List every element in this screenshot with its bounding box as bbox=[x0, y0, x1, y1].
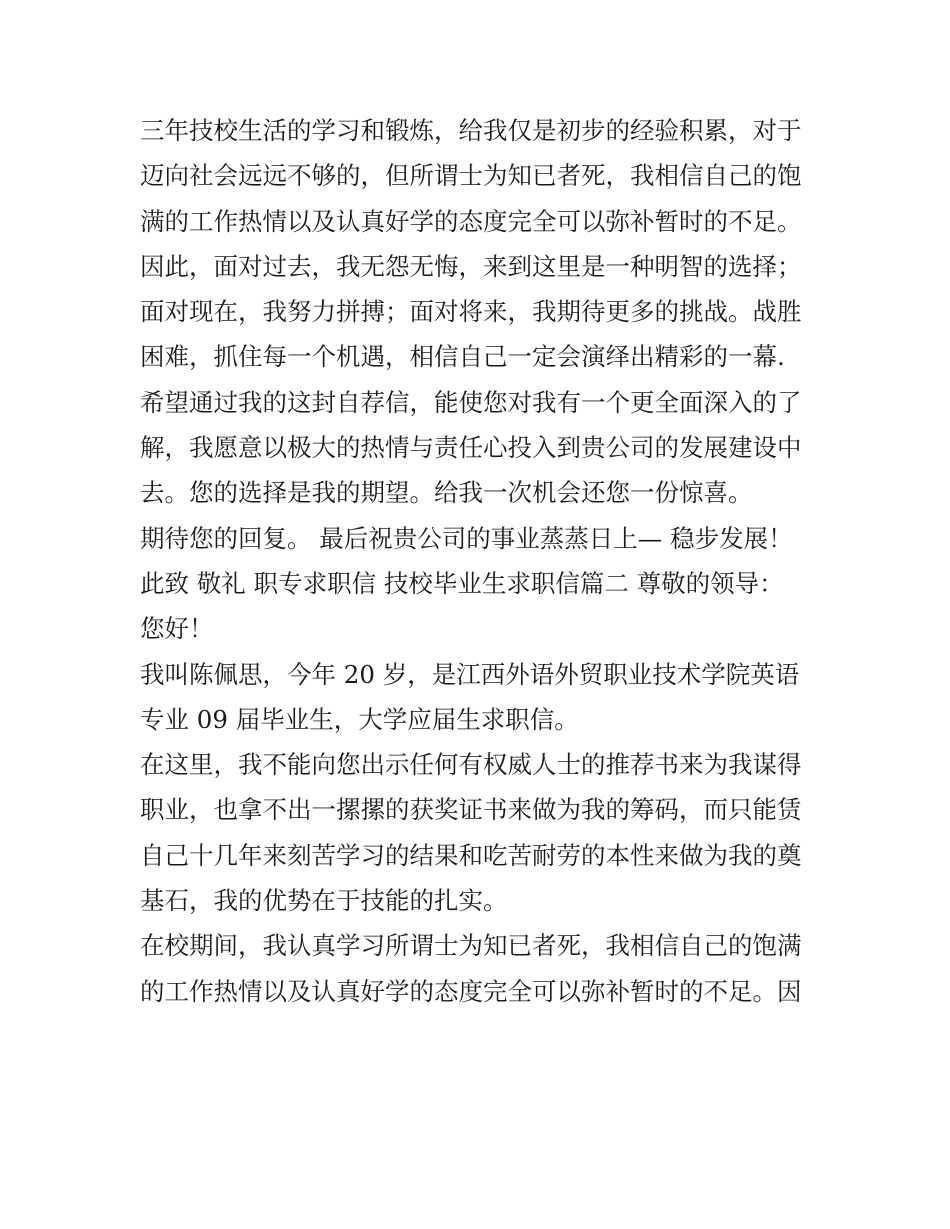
text-line: 希望通过我的这封自荐信，能使您对我有一个更全面深入的了 bbox=[140, 387, 802, 417]
text-line: 解，我愿意以极大的热情与责任心投入到贵公司的发展建设中 bbox=[140, 433, 802, 463]
text-line: 基石，我的优势在于技能的扎实。 bbox=[140, 886, 508, 916]
text-line: 的工作热情以及认真好学的态度完全可以弥补暂时的不足。因 bbox=[140, 976, 802, 1006]
document-body bbox=[140, 108, 820, 1014]
text-line: 因此，面对过去，我无怨无悔，来到这里是一种明智的选择； bbox=[140, 251, 802, 281]
text-line: 困难，抓住每一个机遇，相信自己一定会演绎出精彩的一幕. bbox=[140, 342, 785, 372]
text-line: 去。您的选择是我的期望。给我一次机会还您一份惊喜。 bbox=[140, 478, 753, 508]
text-line: 期待您的回复。 最后祝贵公司的事业蒸蒸日上— 稳步发展！ bbox=[140, 523, 793, 553]
text-line: 满的工作热情以及认真好学的态度完全可以弥补暂时的不足。 bbox=[140, 206, 802, 236]
text-line: 三年技校生活的学习和锻炼，给我仅是初步的经验积累，对于 bbox=[140, 116, 802, 145]
text-line: 在这里，我不能向您出示任何有权威人士的推荐书来为我谋得 bbox=[140, 750, 802, 780]
text-line: 此致 敬礼 职专求职信 技校毕业生求职信篇二 尊敬的领导： bbox=[140, 568, 784, 598]
text-line: 面对现在，我努力拼搏；面对将来，我期待更多的挑战。战胜 bbox=[140, 297, 802, 327]
text-line: 我叫陈佩思，今年 20 岁，是江西外语外贸职业技术学院英语 bbox=[140, 659, 800, 689]
text-line: 迈向社会远远不够的，但所谓士为知已者死，我相信自己的饱 bbox=[140, 161, 802, 191]
text-line: 您好！ bbox=[140, 614, 214, 644]
text-line: 职业，也拿不出一摞摞的获奖证书来做为我的筹码，而只能赁 bbox=[140, 795, 802, 825]
text-line: 专业 09 届毕业生，大学应届生求职信。 bbox=[140, 704, 579, 734]
text-line: 自己十几年来刻苦学习的结果和吃苦耐劳的本性来做为我的奠 bbox=[140, 840, 802, 870]
text-line: 在校期间，我认真学习所谓士为知已者死，我相信自己的饱满 bbox=[140, 931, 802, 961]
